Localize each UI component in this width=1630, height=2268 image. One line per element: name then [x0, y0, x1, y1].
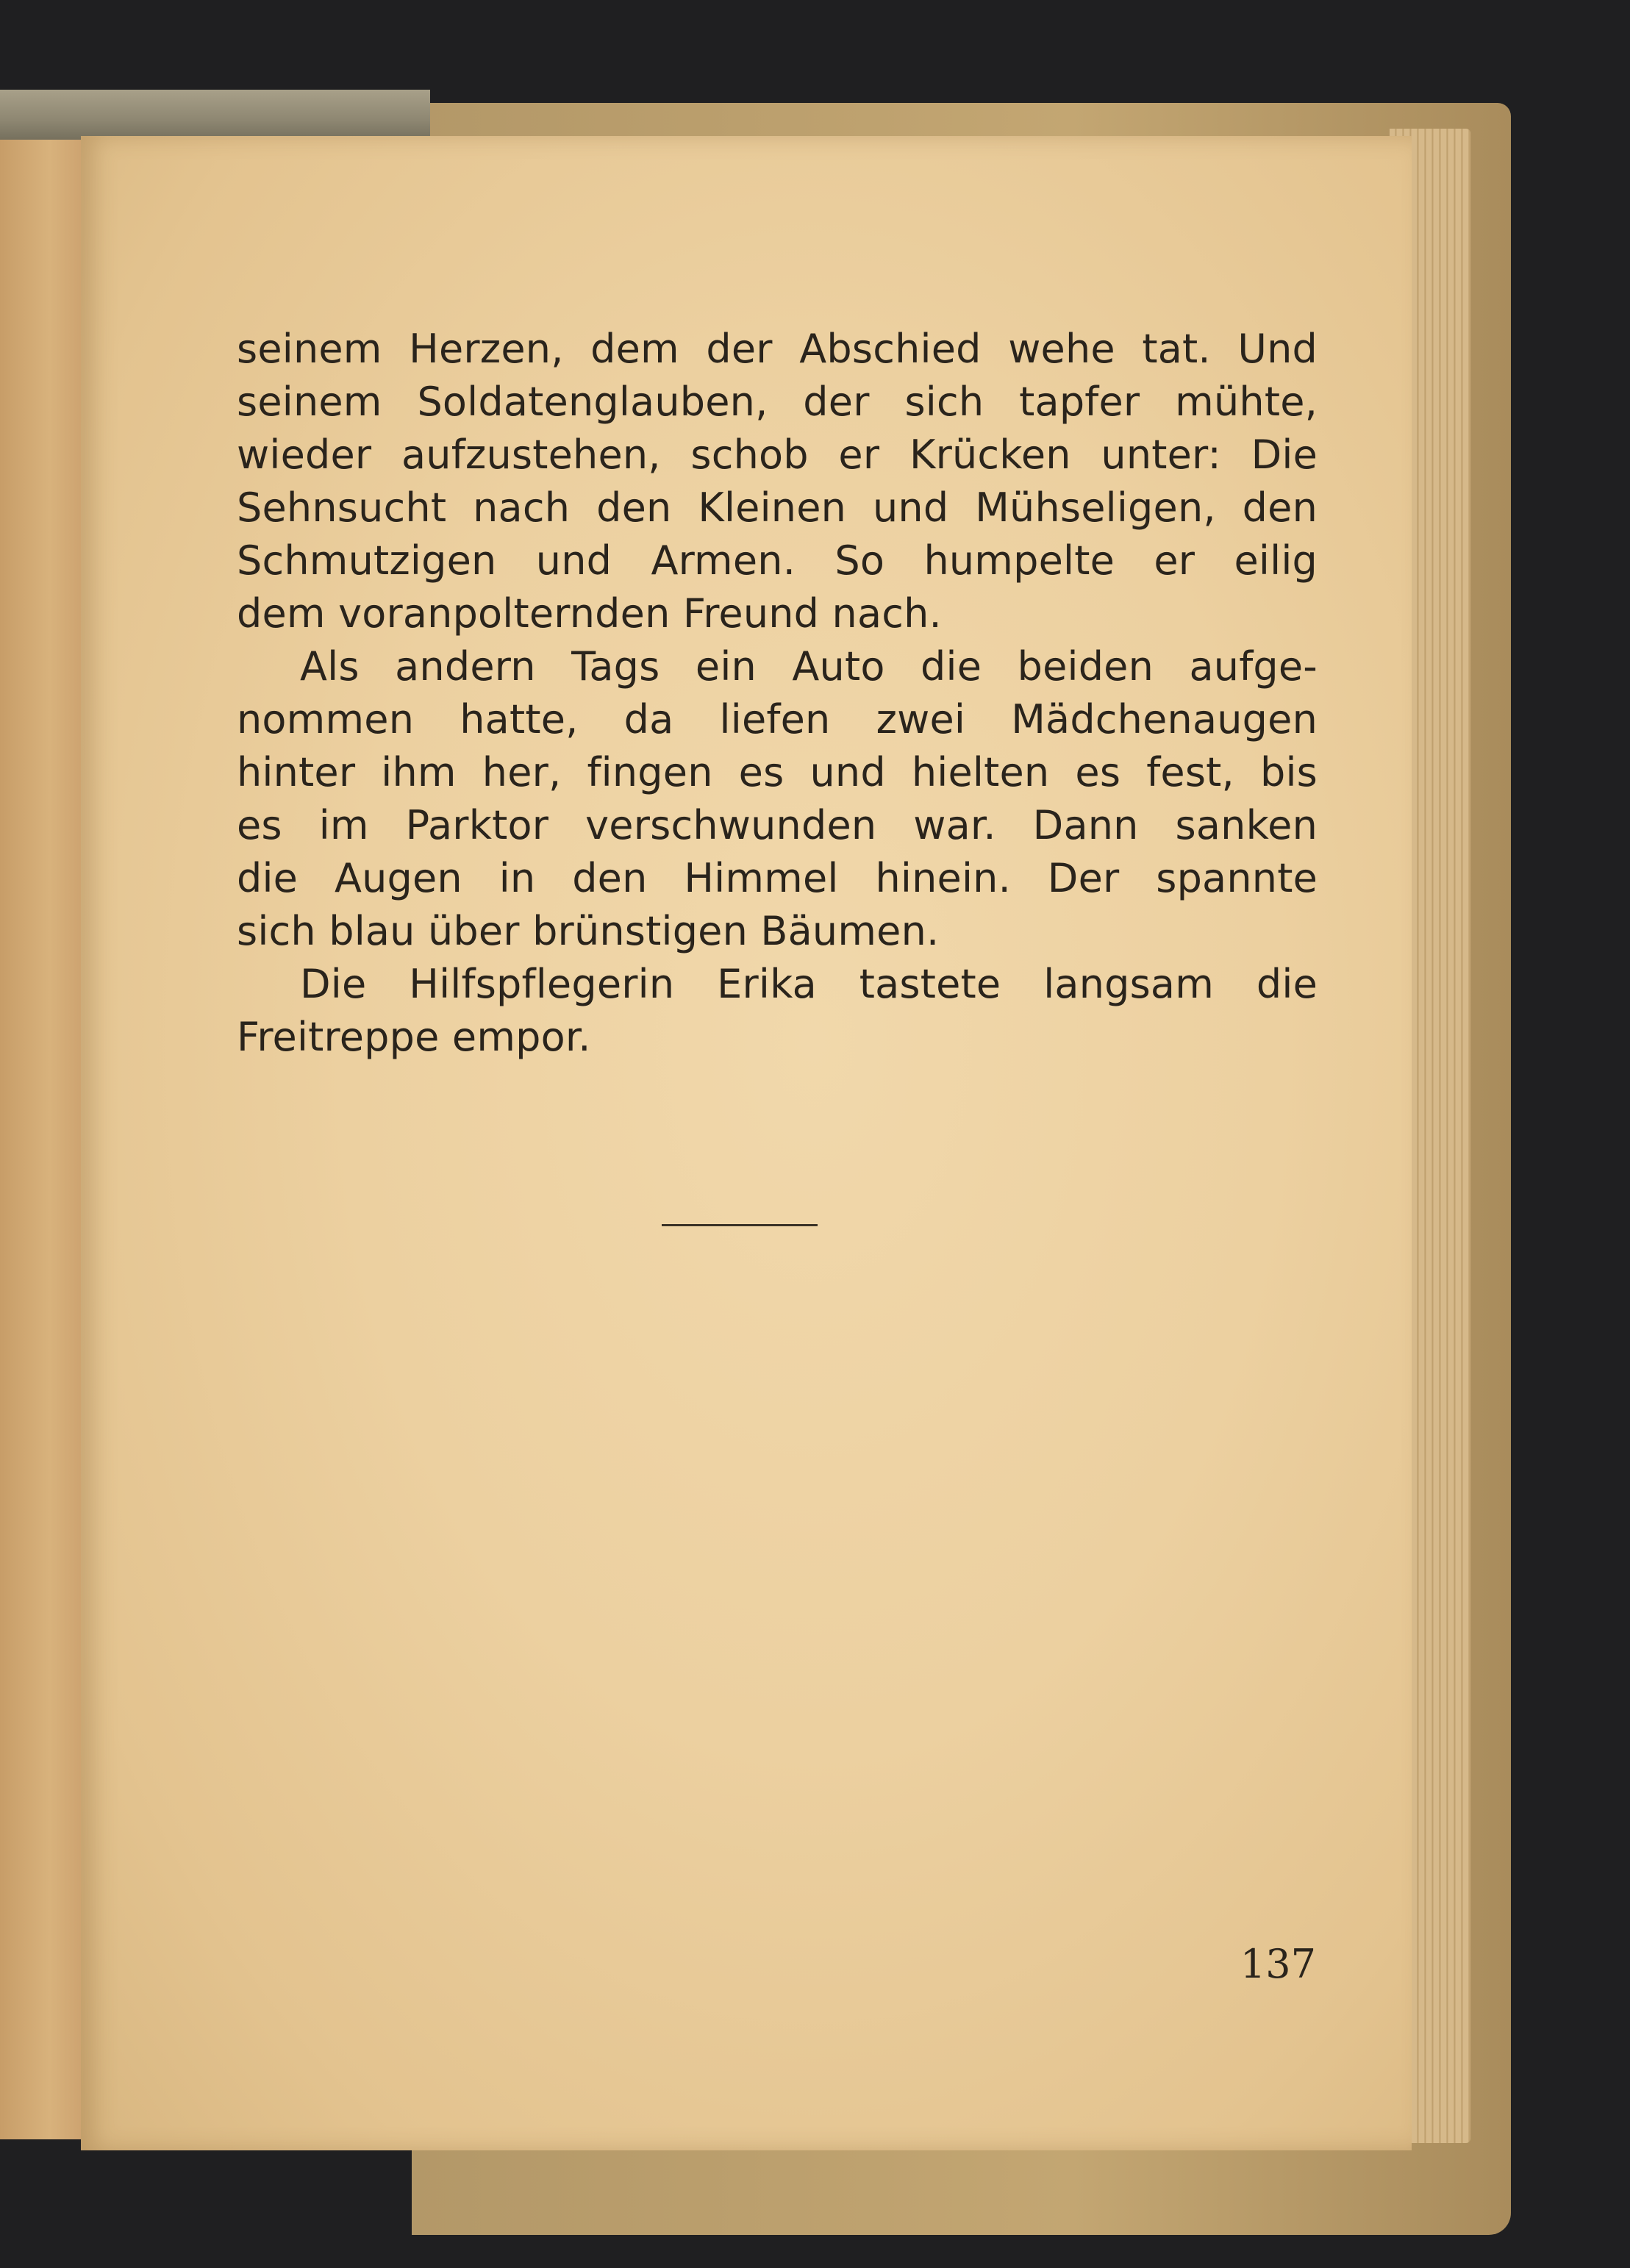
- paragraph-2: [237, 640, 1318, 958]
- text-line: seinem Herzen, dem der Abschied wehe tat. Und: [237, 326, 1318, 372]
- left-page-gutter: [0, 140, 82, 2139]
- paragraph-3: [237, 958, 1318, 1064]
- text-line: dem voranpolternden Freund nach.: [237, 590, 942, 637]
- page-number: 137: [1240, 1941, 1316, 1987]
- paragraph-1: [237, 323, 1318, 640]
- chapter-end-rule: [662, 1224, 818, 1226]
- text-line: sich blau über brünstigen Bäumen.: [237, 908, 940, 954]
- text-line: nommen hatte, da liefen zwei Mädchenaugen: [237, 696, 1318, 743]
- book-page: [81, 136, 1412, 2150]
- text-line: Sehnsucht nach den Kleinen und Mühseligen, den: [237, 484, 1318, 531]
- text-line: Die Hilfspflegerin Erika tastete langsam die: [300, 961, 1318, 1007]
- text-line: hinter ihm her, fingen es und hielten es fest, bis: [237, 749, 1318, 795]
- text-line: es im Parktor verschwunden war. Dann sanken: [237, 802, 1318, 848]
- text-line: seinem Soldatenglauben, der sich tapfer mühte,: [237, 379, 1318, 425]
- text-line: die Augen in den Himmel hinein. Der spannte: [237, 855, 1318, 901]
- text-line: Schmutzigen und Armen. So humpelte er eilig: [237, 537, 1318, 584]
- text-line: wieder aufzustehen, schob er Krücken unter: Die: [237, 432, 1318, 478]
- text-line: Freitreppe empor.: [237, 1014, 591, 1060]
- body-text: [237, 323, 1318, 1064]
- text-line: Als andern Tags ein Auto die beiden aufge-: [300, 643, 1318, 690]
